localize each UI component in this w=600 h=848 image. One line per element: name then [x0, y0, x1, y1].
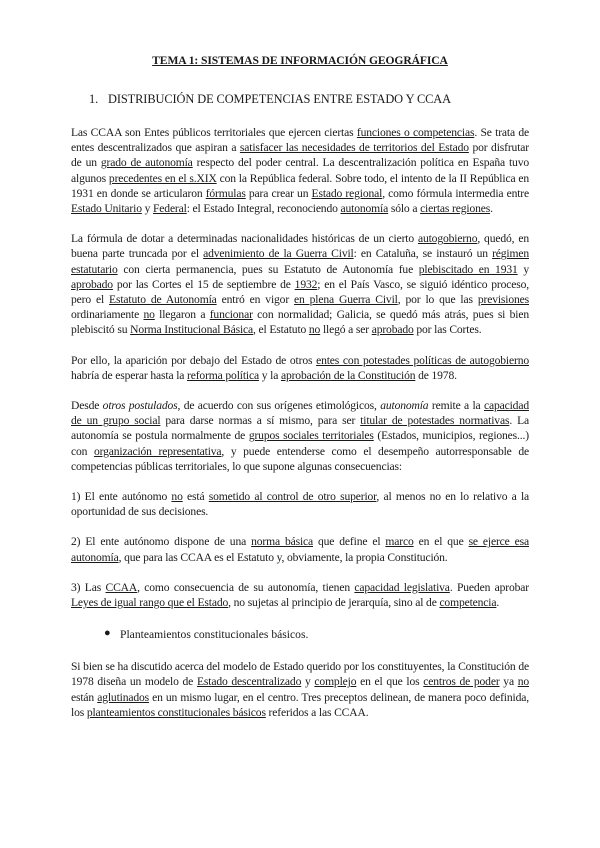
- bullet-icon: ●: [104, 627, 111, 640]
- underlined-text: previsiones: [477, 293, 529, 307]
- underlined-text: ciertas regiones: [420, 202, 491, 216]
- text-run: Desde: [71, 399, 103, 413]
- text-run: para crear un: [245, 186, 312, 200]
- underlined-text: autonomía: [340, 202, 389, 216]
- underlined-text: 1932: [294, 277, 318, 291]
- text-run: , al menos no en lo relativo a la oportunidad de sus decisiones.: [71, 490, 530, 519]
- text-run: en el que los: [356, 675, 424, 689]
- text-run: y: [141, 202, 153, 216]
- text-run: que define el: [313, 535, 386, 549]
- text-run: con la República federal. Sobre todo, el intento de la II República en 1931 en donde se articularon: [71, 171, 529, 200]
- underlined-text: no: [308, 323, 321, 337]
- underlined-text: centros de poder: [423, 675, 500, 689]
- text-run: , y puede entenderse como el desempeño autorresponsable de competencias públicas territoriales, lo que supone algunas consecuencias:: [71, 444, 529, 473]
- paragraph-constitucion: [71, 353, 529, 383]
- text-run: por disfrutar de un: [71, 141, 529, 170]
- document-title: TEMA 1: SISTEMAS DE INFORMACIÓN GEOGRÁFICA: [152, 54, 448, 67]
- italic-text: autonomía: [380, 399, 429, 413]
- text-run: llegaron a: [154, 308, 210, 322]
- underlined-text: Estado descentralizado: [196, 675, 302, 689]
- underlined-text: marco: [385, 535, 414, 549]
- underlined-text: se ejerce esa autonomía: [71, 535, 530, 564]
- text-run: en el que: [413, 535, 469, 549]
- underlined-text: complejo: [314, 675, 357, 689]
- underlined-text: Norma Institucional Básica: [130, 323, 254, 337]
- underlined-text: sometido al control de otro superior: [208, 490, 377, 504]
- text-run: y: [301, 675, 315, 689]
- paragraph-modelo-estado: [71, 659, 529, 720]
- text-run: habría de esperar hasta la: [71, 368, 188, 382]
- underlined-text: plebiscitado en 1931: [418, 262, 518, 276]
- underlined-text: Estado Unitario: [71, 202, 142, 216]
- text-run: para darse normas a sí mismo, para ser: [160, 414, 361, 428]
- underlined-text: grupos sociales territoriales: [248, 429, 374, 443]
- underlined-text: competencia: [439, 596, 497, 610]
- text-run: con cierta permanencia, pues su Estatuto de Autonomía fue: [117, 262, 419, 276]
- underlined-text: Leyes de igual rango que el Estado: [71, 596, 229, 610]
- underlined-text: no: [171, 490, 183, 504]
- text-run: .: [496, 596, 500, 610]
- text-run: , de acuerdo con sus orígenes etimológicos,: [177, 399, 381, 413]
- text-run: está: [182, 490, 209, 504]
- underlined-text: régimen estatutario: [71, 247, 529, 276]
- text-run: y la: [258, 368, 281, 382]
- text-run: . Pueden aprobar: [449, 580, 529, 594]
- bullet-list: [71, 628, 529, 641]
- underlined-text: en plena Guerra Civil: [294, 293, 398, 307]
- consequence-1: [71, 489, 529, 519]
- bullet-text: Planteamientos constitucionales básicos.: [120, 628, 309, 642]
- underlined-text: grado de autonomía: [100, 156, 193, 170]
- text-run: respecto del poder central. La descentralización política en España tuvo algunos: [71, 156, 529, 185]
- consequence-3: [71, 580, 529, 610]
- underlined-text: entes con potestades políticas de autogobierno: [316, 353, 529, 367]
- underlined-text: Estado regional: [311, 186, 383, 200]
- text-run: están: [71, 690, 98, 704]
- underlined-text: fórmulas: [205, 186, 246, 200]
- underlined-text: titular de potestades normativas: [360, 414, 510, 428]
- underlined-text: Federal: [153, 202, 187, 216]
- underlined-text: no: [517, 675, 529, 689]
- underlined-text: aprobado: [371, 323, 414, 337]
- underlined-text: aprobación de la Constitución: [280, 368, 416, 382]
- text-run: , como consecuencia de su autonomía, tienen: [137, 580, 355, 594]
- text-run: de 1978.: [415, 368, 457, 382]
- section-number: 1.: [89, 92, 99, 106]
- text-run: , el Estatuto: [253, 323, 309, 337]
- text-run: ya: [499, 675, 518, 689]
- underlined-text: reforma política: [187, 368, 259, 382]
- consequence-2: [71, 534, 529, 564]
- paragraph-autonomia: [71, 398, 529, 474]
- text-run: . Se trata de entes descentralizados que aspiran a: [71, 126, 529, 155]
- text-run: llegó a ser: [320, 323, 372, 337]
- text-run: , quedó, en buena parte truncada por el: [71, 232, 529, 261]
- underlined-text: Estatuto de Autonomía: [109, 293, 217, 307]
- list-item: [104, 628, 529, 641]
- underlined-text: organización representativa: [93, 444, 222, 458]
- underlined-text: norma básica: [251, 535, 314, 549]
- text-run: , por lo que las: [397, 293, 478, 307]
- underlined-text: satisfacer las necesidades de territorios del Estado: [239, 141, 469, 155]
- text-run: .: [490, 202, 493, 216]
- underlined-text: aglutinados: [97, 690, 150, 704]
- underlined-text: aprobado: [71, 277, 113, 291]
- text-run: , no sujetas al principio de jerarquía, sino al de: [228, 596, 440, 610]
- underlined-text: planteamientos constitucionales básicos: [86, 705, 266, 719]
- text-run: remite a la: [428, 399, 484, 413]
- underlined-text: funciones o competencias: [356, 126, 475, 139]
- text-run: y: [517, 262, 530, 276]
- underlined-text: funcionar: [209, 308, 253, 322]
- text-run: con normalidad; Galicia, se quedó más atrás, pues si bien plebiscitó su: [71, 308, 529, 337]
- italic-text: otros postulados: [102, 399, 178, 413]
- section-title: DISTRIBUCIÓN DE COMPETENCIAS ENTRE ESTADO Y CCAA: [108, 92, 451, 106]
- paragraph-autogobierno: [71, 231, 529, 337]
- underlined-text: CCAA: [105, 580, 138, 594]
- underlined-text: capacidad de un grupo social: [71, 399, 529, 428]
- text-run: Si bien se ha discutido acerca del modelo de Estado querido por los constituyentes, la Constitución de 1978 diseña un modelo de: [71, 660, 529, 689]
- text-run: sólo a: [388, 202, 421, 216]
- text-run: La fórmula de dotar a determinadas nacionalidades históricas de un cierto: [71, 232, 418, 246]
- section-heading: [89, 92, 529, 107]
- text-run: : en Cataluña, se instauró un: [353, 247, 493, 261]
- text-run: ; en el País Vasco, se siguió idéntico proceso, pero el: [71, 277, 529, 307]
- text-run: 3) Las: [71, 580, 106, 594]
- text-run: 1) El ente autónomo: [71, 490, 172, 504]
- text-run: por las Cortes.: [413, 323, 482, 337]
- text-run: 2) El ente autónomo dispone de una: [71, 535, 252, 549]
- text-run: Por ello, la aparición por debajo del Estado de otros: [71, 353, 317, 367]
- text-run: , que para las CCAA es el Estatuto y, obviamente, la propia Constitución.: [118, 550, 448, 564]
- text-run: (Estados, municipios, regiones...) con: [71, 429, 529, 458]
- text-run: referidos a las CCAA.: [265, 705, 369, 719]
- text-run: , como fórmula intermedia entre: [382, 186, 530, 200]
- underlined-text: autogobierno: [417, 232, 478, 246]
- underlined-text: advenimiento de la Guerra Civil: [203, 247, 354, 261]
- underlined-text: precedentes en el s.XIX: [108, 171, 217, 185]
- text-run: por las Cortes el 15 de septiembre de: [112, 277, 295, 291]
- text-run: Las CCAA son Entes públicos territoriales que ejercen ciertas: [71, 126, 357, 139]
- paragraph-intro: [71, 125, 529, 216]
- underlined-text: no: [143, 308, 155, 322]
- text-run: ordinariamente: [71, 308, 144, 322]
- text-run: entró en vigor: [216, 293, 295, 307]
- text-run: . La autonomía se postula normalmente de: [71, 414, 529, 443]
- text-run: en un mismo lugar, en el centro. Tres preceptos delinean, de manera poco definida, los: [71, 690, 529, 719]
- underlined-text: capacidad legislativa: [354, 580, 450, 594]
- text-run: : el Estado Integral, reconociendo: [186, 202, 341, 216]
